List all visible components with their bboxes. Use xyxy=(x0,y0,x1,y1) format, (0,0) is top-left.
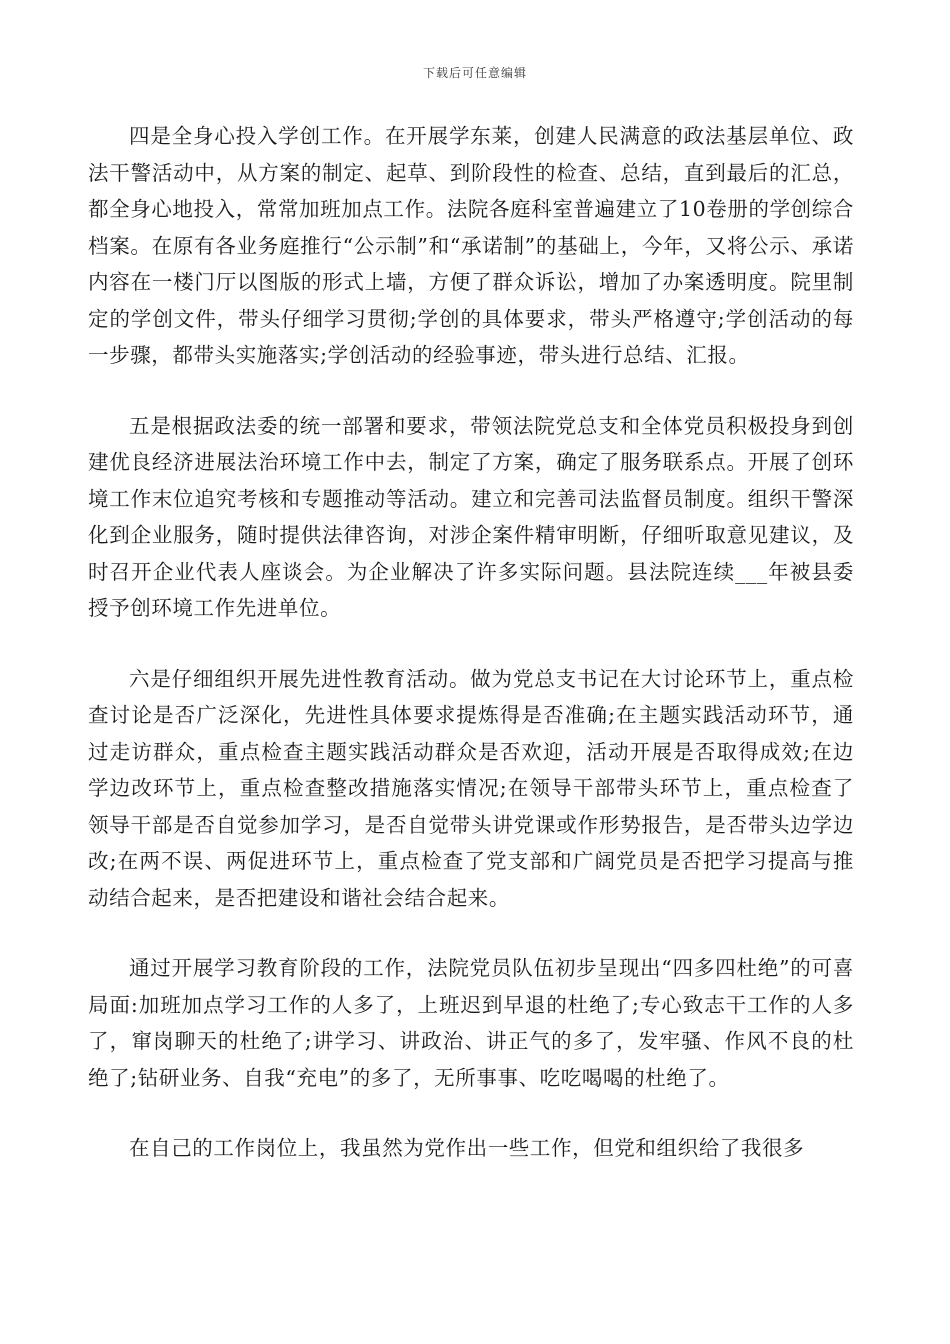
document-body xyxy=(88,118,854,1201)
paragraph-4: 四是全身心投入学创工作。在开展学东莱，创建人民满意的政法基层单位、政法干警活动中，从方案的制定、起草、到阶段性的检查、总结，直到最后的汇总，都全身心地投入，常常加班加点工作。法院各庭科室普遍建立了10卷册的学创综合档案。在原有各业务庭推行“公示制”和“承诺制”的基础上，今年，又将公示、承诺内容在一楼门厅以图版的形式上墙，方便了群众诉讼，增加了办案透明度。院里制定的学创文件，带头仔细学习贯彻;学创的具体要求，带头严格遵守;学创活动的每一步骤，都带头实施落实;学创活动的经验事迹，带头进行总结、汇报。 xyxy=(88,124,854,367)
paragraph-closing: 在自己的工作岗位上，我虽然为党作出一些工作，但党和组织给了我很多 xyxy=(129,1136,805,1160)
paragraph-5: 五是根据政法委的统一部署和要求，带领法院党总支和全体党员积极投身到创建优良经济进展法治环境工作中去，制定了方案，确定了服务联系点。开展了创环境工作末位追究考核和专题推动等活动。建立和完善司法监督员制度。组织干警深化到企业服务，随时提供法律咨询，对涉企案件精审明断，仔细听取意见建议，及时召开企业代表人座谈会。为企业解决了许多实际问题。县法院连续___年被县委授予创环境工作先进单位。 xyxy=(88,413,854,620)
paragraph-summary: 通过开展学习教育阶段的工作，法院党员队伍初步呈现出“四多四杜绝”的可喜局面:加班加点学习工作的人多了，上班迟到早退的杜绝了;专心致志干工作的人多了，窜岗聊天的杜绝了;讲学习、讲政治、讲正气的多了，发牢骚、作风不良的杜绝了;钻研业务、自我“充电”的多了，无所事事、吃吃喝喝的杜绝了。 xyxy=(88,956,854,1090)
page-header: 下载后可任意编辑 xyxy=(422,66,527,80)
paragraph-6: 六是仔细组织开展先进性教育活动。做为党总支书记在大讨论环节上，重点检查讨论是否广泛深化，先进性具体要求提炼得是否准确;在主题实践活动环节，通过走访群众，重点检查主题实践活动群众是否欢迎，活动开展是否取得成效;在边学边改环节上，重点检查整改措施落实情况;在领导干部带头环节上，重点检查了领导干部是否自觉参加学习，是否自觉带头讲党课或作形势报告，是否带头边学边改;在两不误、两促进环节上，重点检查了党支部和广阔党员是否把学习提高与推动结合起来，是否把建设和谐社会结合起来。 xyxy=(88,666,854,910)
